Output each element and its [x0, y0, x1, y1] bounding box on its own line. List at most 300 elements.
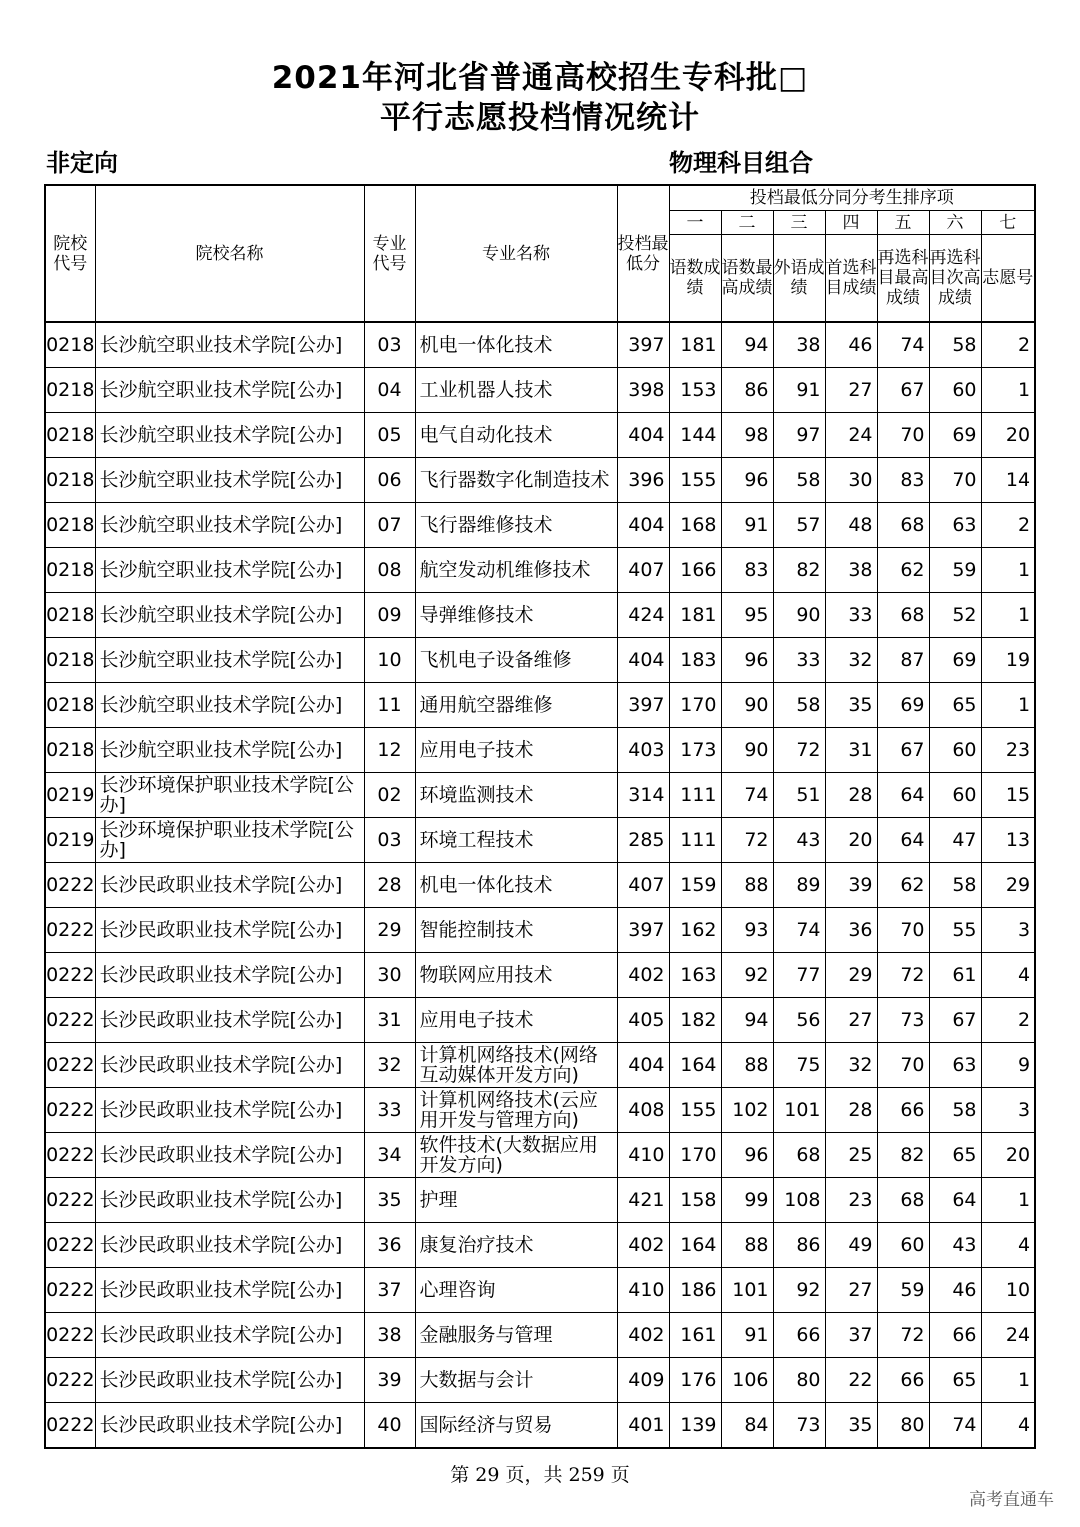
cell-school-name: 长沙民政职业技术学院[公办] [95, 998, 364, 1043]
cell-foreign-language-score: 57 [773, 503, 825, 548]
cell-preference-number: 13 [981, 818, 1035, 863]
cell-school-code: 0218 [45, 368, 95, 413]
table-row [45, 1043, 1035, 1088]
table-header [45, 185, 1035, 322]
cell-elective-second-score: 58 [929, 1088, 981, 1133]
page-footer: 第 29 页，共 259 页 [450, 1464, 630, 1486]
cell-chinese-math-score: 144 [669, 413, 721, 458]
cell-elective-second-score: 65 [929, 1133, 981, 1178]
cell-major-code: 38 [364, 1313, 415, 1358]
cell-min-score: 396 [617, 458, 669, 503]
cell-chinese-math-score: 161 [669, 1313, 721, 1358]
table-row [45, 728, 1035, 773]
cell-school-code: 0222 [45, 1178, 95, 1223]
cell-chinese-math-score: 168 [669, 503, 721, 548]
cell-foreign-language-score: 90 [773, 593, 825, 638]
cell-major-name: 飞行器数字化制造技术 [415, 458, 617, 503]
cell-elective-second-score: 46 [929, 1268, 981, 1313]
cell-school-code: 0218 [45, 322, 95, 368]
cell-first-subject-score: 35 [825, 683, 877, 728]
cell-preference-number: 23 [981, 728, 1035, 773]
cell-chinese-math-score: 176 [669, 1358, 721, 1403]
cell-chinese-math-max: 106 [721, 1358, 773, 1403]
header-school-code: 院校代号 [45, 185, 95, 322]
cell-elective-second-score: 52 [929, 593, 981, 638]
cell-school-name: 长沙航空职业技术学院[公办] [95, 368, 364, 413]
cell-min-score: 398 [617, 368, 669, 413]
cell-school-code: 0218 [45, 458, 95, 503]
cell-preference-number: 19 [981, 638, 1035, 683]
cell-school-name: 长沙民政职业技术学院[公办] [95, 863, 364, 908]
cell-elective-second-score: 70 [929, 458, 981, 503]
cell-elective-max-score: 72 [877, 953, 929, 998]
cell-chinese-math-score: 170 [669, 1133, 721, 1178]
cell-elective-second-score: 69 [929, 638, 981, 683]
cell-foreign-language-score: 73 [773, 1403, 825, 1449]
cell-foreign-language-score: 68 [773, 1133, 825, 1178]
cell-elective-second-score: 67 [929, 998, 981, 1043]
header-item-3: 外语成绩 [773, 235, 825, 323]
cell-school-name: 长沙民政职业技术学院[公办] [95, 1133, 364, 1178]
table-row [45, 1088, 1035, 1133]
cell-school-code: 0222 [45, 998, 95, 1043]
cell-school-name: 长沙民政职业技术学院[公办] [95, 1088, 364, 1133]
cell-preference-number: 20 [981, 1133, 1035, 1178]
cell-first-subject-score: 29 [825, 953, 877, 998]
cell-preference-number: 2 [981, 998, 1035, 1043]
cell-elective-max-score: 64 [877, 818, 929, 863]
cell-chinese-math-max: 74 [721, 773, 773, 818]
cell-foreign-language-score: 74 [773, 908, 825, 953]
cell-school-name: 长沙民政职业技术学院[公办] [95, 1403, 364, 1449]
cell-chinese-math-score: 166 [669, 548, 721, 593]
cell-min-score: 402 [617, 1223, 669, 1268]
table-row [45, 638, 1035, 683]
cell-chinese-math-max: 88 [721, 1043, 773, 1088]
cell-chinese-math-max: 88 [721, 863, 773, 908]
cell-major-name: 环境监测技术 [415, 773, 617, 818]
cell-elective-second-score: 61 [929, 953, 981, 998]
cell-preference-number: 20 [981, 413, 1035, 458]
cell-first-subject-score: 31 [825, 728, 877, 773]
cell-chinese-math-max: 96 [721, 1133, 773, 1178]
cell-major-name: 应用电子技术 [415, 728, 617, 773]
cell-major-code: 09 [364, 593, 415, 638]
cell-elective-second-score: 63 [929, 503, 981, 548]
cell-elective-max-score: 66 [877, 1358, 929, 1403]
cell-major-code: 04 [364, 368, 415, 413]
cell-min-score: 397 [617, 908, 669, 953]
cell-major-name: 应用电子技术 [415, 998, 617, 1043]
cell-elective-second-score: 58 [929, 863, 981, 908]
cell-chinese-math-max: 101 [721, 1268, 773, 1313]
cell-foreign-language-score: 97 [773, 413, 825, 458]
cell-min-score: 402 [617, 1313, 669, 1358]
cell-school-code: 0222 [45, 1268, 95, 1313]
cell-chinese-math-score: 182 [669, 998, 721, 1043]
cell-major-name: 心理咨询 [415, 1268, 617, 1313]
cell-major-name: 康复治疗技术 [415, 1223, 617, 1268]
header-major-code: 专业代号 [364, 185, 415, 322]
header-order-3: 三 [773, 211, 825, 235]
cell-preference-number: 3 [981, 1088, 1035, 1133]
cell-first-subject-score: 27 [825, 998, 877, 1043]
table-row [45, 908, 1035, 953]
cell-preference-number: 24 [981, 1313, 1035, 1358]
cell-min-score: 397 [617, 322, 669, 368]
cell-min-score: 401 [617, 1403, 669, 1449]
cell-chinese-math-max: 94 [721, 322, 773, 368]
cell-school-code: 0222 [45, 1358, 95, 1403]
cell-min-score: 404 [617, 1043, 669, 1088]
cell-chinese-math-score: 181 [669, 322, 721, 368]
cell-chinese-math-score: 139 [669, 1403, 721, 1449]
cell-school-name: 长沙民政职业技术学院[公办] [95, 908, 364, 953]
cell-first-subject-score: 20 [825, 818, 877, 863]
subtitle-right: 物理科目组合 [669, 149, 813, 177]
table-row [45, 458, 1035, 503]
cell-chinese-math-max: 90 [721, 683, 773, 728]
header-item-4: 首选科目成绩 [825, 235, 877, 323]
cell-elective-second-score: 43 [929, 1223, 981, 1268]
cell-elective-second-score: 60 [929, 728, 981, 773]
cell-chinese-math-max: 72 [721, 818, 773, 863]
cell-school-name: 长沙航空职业技术学院[公办] [95, 413, 364, 458]
cell-major-name: 物联网应用技术 [415, 953, 617, 998]
cell-foreign-language-score: 77 [773, 953, 825, 998]
cell-chinese-math-score: 162 [669, 908, 721, 953]
cell-chinese-math-max: 93 [721, 908, 773, 953]
table-row [45, 548, 1035, 593]
cell-major-code: 33 [364, 1088, 415, 1133]
cell-school-code: 0219 [45, 773, 95, 818]
cell-first-subject-score: 25 [825, 1133, 877, 1178]
cell-elective-max-score: 68 [877, 503, 929, 548]
table-row [45, 1133, 1035, 1178]
header-order-7: 七 [981, 211, 1035, 235]
table-row [45, 818, 1035, 863]
cell-first-subject-score: 46 [825, 322, 877, 368]
cell-first-subject-score: 39 [825, 863, 877, 908]
cell-major-name: 计算机网络技术(网络互动媒体开发方向) [415, 1043, 617, 1088]
cell-first-subject-score: 24 [825, 413, 877, 458]
cell-major-code: 12 [364, 728, 415, 773]
cell-school-name: 长沙民政职业技术学院[公办] [95, 953, 364, 998]
cell-preference-number: 2 [981, 503, 1035, 548]
cell-first-subject-score: 27 [825, 368, 877, 413]
table-row [45, 773, 1035, 818]
cell-school-name: 长沙航空职业技术学院[公办] [95, 728, 364, 773]
cell-min-score: 407 [617, 548, 669, 593]
cell-school-code: 0218 [45, 548, 95, 593]
cell-school-name: 长沙环境保护职业技术学院[公办] [95, 773, 364, 818]
cell-first-subject-score: 33 [825, 593, 877, 638]
document-title-line2: 平行志愿投档情况统计 [380, 100, 700, 136]
cell-chinese-math-score: 153 [669, 368, 721, 413]
cell-elective-max-score: 83 [877, 458, 929, 503]
cell-min-score: 404 [617, 638, 669, 683]
cell-major-code: 02 [364, 773, 415, 818]
table-row [45, 368, 1035, 413]
cell-preference-number: 1 [981, 1178, 1035, 1223]
cell-first-subject-score: 36 [825, 908, 877, 953]
cell-preference-number: 4 [981, 1403, 1035, 1449]
table-body [45, 322, 1035, 1448]
cell-elective-max-score: 80 [877, 1403, 929, 1449]
cell-preference-number: 4 [981, 953, 1035, 998]
cell-foreign-language-score: 38 [773, 322, 825, 368]
header-item-7: 志愿号 [981, 235, 1035, 323]
cell-first-subject-score: 28 [825, 1088, 877, 1133]
cell-elective-max-score: 70 [877, 908, 929, 953]
cell-school-name: 长沙航空职业技术学院[公办] [95, 593, 364, 638]
cell-chinese-math-score: 163 [669, 953, 721, 998]
cell-major-code: 30 [364, 953, 415, 998]
cell-first-subject-score: 35 [825, 1403, 877, 1449]
table-row [45, 593, 1035, 638]
cell-major-name: 大数据与会计 [415, 1358, 617, 1403]
table-row [45, 1403, 1035, 1449]
cell-major-code: 03 [364, 818, 415, 863]
header-item-2: 语数最高成绩 [721, 235, 773, 323]
cell-elective-second-score: 55 [929, 908, 981, 953]
cell-school-name: 长沙航空职业技术学院[公办] [95, 548, 364, 593]
cell-chinese-math-max: 102 [721, 1088, 773, 1133]
cell-school-code: 0222 [45, 1223, 95, 1268]
cell-chinese-math-max: 95 [721, 593, 773, 638]
cell-school-name: 长沙民政职业技术学院[公办] [95, 1178, 364, 1223]
cell-first-subject-score: 49 [825, 1223, 877, 1268]
cell-min-score: 408 [617, 1088, 669, 1133]
cell-preference-number: 1 [981, 548, 1035, 593]
cell-first-subject-score: 37 [825, 1313, 877, 1358]
cell-chinese-math-max: 98 [721, 413, 773, 458]
cell-preference-number: 14 [981, 458, 1035, 503]
cell-chinese-math-score: 111 [669, 818, 721, 863]
cell-chinese-math-max: 90 [721, 728, 773, 773]
cell-foreign-language-score: 92 [773, 1268, 825, 1313]
cell-first-subject-score: 28 [825, 773, 877, 818]
cell-preference-number: 4 [981, 1223, 1035, 1268]
cell-elective-max-score: 64 [877, 773, 929, 818]
header-order-1: 一 [669, 211, 721, 235]
cell-chinese-math-score: 155 [669, 458, 721, 503]
table-row [45, 413, 1035, 458]
cell-elective-max-score: 74 [877, 322, 929, 368]
watermark: 高考直通车 [969, 1490, 1054, 1510]
cell-school-code: 0218 [45, 593, 95, 638]
cell-elective-max-score: 82 [877, 1133, 929, 1178]
cell-chinese-math-max: 83 [721, 548, 773, 593]
header-order-6: 六 [929, 211, 981, 235]
cell-foreign-language-score: 51 [773, 773, 825, 818]
table-row [45, 683, 1035, 728]
cell-foreign-language-score: 91 [773, 368, 825, 413]
cell-major-code: 07 [364, 503, 415, 548]
cell-major-code: 05 [364, 413, 415, 458]
header-min-score: 投档最低分 [617, 185, 669, 322]
cell-preference-number: 2 [981, 322, 1035, 368]
cell-elective-second-score: 64 [929, 1178, 981, 1223]
table-row [45, 1313, 1035, 1358]
cell-elective-max-score: 60 [877, 1223, 929, 1268]
table-row [45, 953, 1035, 998]
cell-school-code: 0218 [45, 728, 95, 773]
cell-elective-second-score: 63 [929, 1043, 981, 1088]
cell-school-name: 长沙航空职业技术学院[公办] [95, 322, 364, 368]
cell-major-code: 11 [364, 683, 415, 728]
cell-major-name: 金融服务与管理 [415, 1313, 617, 1358]
cell-preference-number: 1 [981, 593, 1035, 638]
cell-foreign-language-score: 56 [773, 998, 825, 1043]
cell-major-code: 28 [364, 863, 415, 908]
cell-first-subject-score: 32 [825, 1043, 877, 1088]
cell-min-score: 402 [617, 953, 669, 998]
cell-major-code: 08 [364, 548, 415, 593]
cell-elective-max-score: 62 [877, 863, 929, 908]
cell-elective-second-score: 58 [929, 322, 981, 368]
cell-chinese-math-max: 91 [721, 503, 773, 548]
cell-major-name: 机电一体化技术 [415, 322, 617, 368]
cell-chinese-math-max: 96 [721, 638, 773, 683]
cell-elective-max-score: 70 [877, 1043, 929, 1088]
cell-elective-max-score: 66 [877, 1088, 929, 1133]
cell-min-score: 407 [617, 863, 669, 908]
header-item-5: 再选科目最高成绩 [877, 235, 929, 323]
cell-school-name: 长沙民政职业技术学院[公办] [95, 1358, 364, 1403]
cell-major-code: 06 [364, 458, 415, 503]
cell-major-code: 34 [364, 1133, 415, 1178]
cell-major-code: 39 [364, 1358, 415, 1403]
cell-foreign-language-score: 75 [773, 1043, 825, 1088]
cell-school-code: 0222 [45, 863, 95, 908]
cell-school-code: 0222 [45, 953, 95, 998]
document-title-line1: 2021年河北省普通高校招生专科批□ [271, 60, 809, 96]
table-row [45, 1223, 1035, 1268]
cell-elective-second-score: 47 [929, 818, 981, 863]
cell-major-name: 航空发动机维修技术 [415, 548, 617, 593]
cell-major-name: 飞行器维修技术 [415, 503, 617, 548]
cell-preference-number: 9 [981, 1043, 1035, 1088]
cell-first-subject-score: 22 [825, 1358, 877, 1403]
cell-school-name: 长沙航空职业技术学院[公办] [95, 683, 364, 728]
cell-school-code: 0222 [45, 1403, 95, 1449]
cell-major-code: 29 [364, 908, 415, 953]
cell-major-name: 国际经济与贸易 [415, 1403, 617, 1449]
cell-foreign-language-score: 33 [773, 638, 825, 683]
cell-first-subject-score: 30 [825, 458, 877, 503]
cell-min-score: 314 [617, 773, 669, 818]
cell-preference-number: 10 [981, 1268, 1035, 1313]
cell-chinese-math-max: 99 [721, 1178, 773, 1223]
cell-school-name: 长沙民政职业技术学院[公办] [95, 1268, 364, 1313]
header-major-name: 专业名称 [415, 185, 617, 322]
cell-major-name: 工业机器人技术 [415, 368, 617, 413]
cell-min-score: 404 [617, 503, 669, 548]
cell-school-code: 0222 [45, 1313, 95, 1358]
cell-min-score: 410 [617, 1268, 669, 1313]
cell-first-subject-score: 48 [825, 503, 877, 548]
table-row [45, 1178, 1035, 1223]
cell-major-name: 计算机网络技术(云应用开发与管理方向) [415, 1088, 617, 1133]
cell-elective-second-score: 69 [929, 413, 981, 458]
cell-first-subject-score: 23 [825, 1178, 877, 1223]
cell-major-code: 40 [364, 1403, 415, 1449]
cell-preference-number: 1 [981, 368, 1035, 413]
cell-major-name: 电气自动化技术 [415, 413, 617, 458]
cell-school-code: 0218 [45, 683, 95, 728]
header-order-4: 四 [825, 211, 877, 235]
cell-school-name: 长沙航空职业技术学院[公办] [95, 503, 364, 548]
cell-foreign-language-score: 66 [773, 1313, 825, 1358]
header-school-name: 院校名称 [95, 185, 364, 322]
cell-major-name: 通用航空器维修 [415, 683, 617, 728]
cell-foreign-language-score: 89 [773, 863, 825, 908]
cell-major-name: 飞机电子设备维修 [415, 638, 617, 683]
header-item-1: 语数成绩 [669, 235, 721, 323]
cell-foreign-language-score: 101 [773, 1088, 825, 1133]
cell-elective-second-score: 74 [929, 1403, 981, 1449]
subtitle-left: 非定向 [46, 149, 118, 177]
cell-first-subject-score: 32 [825, 638, 877, 683]
cell-chinese-math-max: 84 [721, 1403, 773, 1449]
cell-school-code: 0219 [45, 818, 95, 863]
cell-elective-max-score: 67 [877, 728, 929, 773]
header-order-5: 五 [877, 211, 929, 235]
cell-preference-number: 1 [981, 1358, 1035, 1403]
cell-chinese-math-score: 158 [669, 1178, 721, 1223]
cell-foreign-language-score: 43 [773, 818, 825, 863]
cell-chinese-math-score: 173 [669, 728, 721, 773]
cell-elective-max-score: 67 [877, 368, 929, 413]
table-row [45, 503, 1035, 548]
cell-major-code: 36 [364, 1223, 415, 1268]
cell-chinese-math-score: 155 [669, 1088, 721, 1133]
cell-school-code: 0222 [45, 1088, 95, 1133]
cell-chinese-math-score: 159 [669, 863, 721, 908]
cell-elective-second-score: 60 [929, 773, 981, 818]
header-item-6: 再选科目次高成绩 [929, 235, 981, 323]
cell-chinese-math-score: 186 [669, 1268, 721, 1313]
cell-chinese-math-max: 94 [721, 998, 773, 1043]
cell-elective-max-score: 68 [877, 593, 929, 638]
cell-school-name: 长沙航空职业技术学院[公办] [95, 458, 364, 503]
cell-chinese-math-max: 96 [721, 458, 773, 503]
cell-min-score: 409 [617, 1358, 669, 1403]
cell-school-name: 长沙航空职业技术学院[公办] [95, 638, 364, 683]
table-row [45, 1268, 1035, 1313]
cell-preference-number: 3 [981, 908, 1035, 953]
cell-foreign-language-score: 80 [773, 1358, 825, 1403]
table-row [45, 322, 1035, 368]
cell-elective-max-score: 59 [877, 1268, 929, 1313]
cell-first-subject-score: 38 [825, 548, 877, 593]
header-tiebreak-group: 投档最低分同分考生排序项 [669, 185, 1035, 211]
cell-major-code: 37 [364, 1268, 415, 1313]
cell-min-score: 285 [617, 818, 669, 863]
cell-chinese-math-score: 183 [669, 638, 721, 683]
cell-first-subject-score: 27 [825, 1268, 877, 1313]
cell-foreign-language-score: 82 [773, 548, 825, 593]
cell-school-name: 长沙民政职业技术学院[公办] [95, 1043, 364, 1088]
cell-min-score: 403 [617, 728, 669, 773]
cell-elective-max-score: 62 [877, 548, 929, 593]
table-row [45, 863, 1035, 908]
cell-min-score: 424 [617, 593, 669, 638]
cell-preference-number: 15 [981, 773, 1035, 818]
cell-school-code: 0222 [45, 1043, 95, 1088]
cell-major-code: 35 [364, 1178, 415, 1223]
